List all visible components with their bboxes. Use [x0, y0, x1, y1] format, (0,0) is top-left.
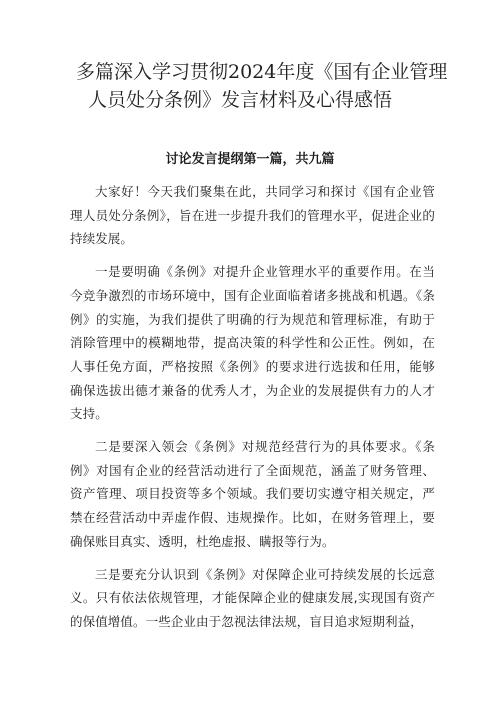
- document-title-line-2: 人员处分条例》发言材料及心得感悟: [88, 89, 393, 111]
- document-title: [60, 58, 450, 114]
- document-body: [70, 180, 435, 643]
- paragraph-greeting: 大家好！今天我们聚集在此，共同学习和探讨《国有企业管理人员处分条例》，旨在进一步提升我们的管理水平，促进企业的持续发展。: [70, 184, 435, 247]
- paragraph-point-three: 三是要充分认识到《条例》对保障企业可持续发展的长远意义。只有依法依规管理，才能保障企业的健康发展,实现国有资产的保值增值。一些企业由于忽视法律法规，盲目追求短期利益，: [70, 566, 435, 629]
- document-title-line-1: 多篇深入学习贯彻2024年度《国有企业管理: [76, 61, 448, 83]
- paragraph-point-one: 一是要明确《条例》对提升企业管理水平的重要作用。在当今竞争激烈的市场环境中，国有企业面临着诸多挑战和机遇。《条例》的实施，为我们提供了明确的行为规范和管理标准，有助于消除管理中的模糊地带，提高决策的科学性和公正性。例如，在人事任免方面，严格按照《条例》的要求进行选拔和任用，能够确保选拔出德才兼备的优秀人才，为企业的发展提供有力的人才支持。: [70, 264, 435, 422]
- paragraph-point-two: 二是要深入领会《条例》对规范经营行为的具体要求。《条例》对国有企业的经营活动进行了全面规范，涵盖了财务管理、资产管理、项目投资等多个领域。我们要切实遵守相关规定，严禁在经营活动中弄虚作假、违规操作。比如，在财务管理上，要确保账目真实、透明，杜绝虚报、瞒报等行为。: [70, 439, 435, 549]
- section-heading: 讨论发言提纲第一篇，共九篇: [165, 152, 335, 167]
